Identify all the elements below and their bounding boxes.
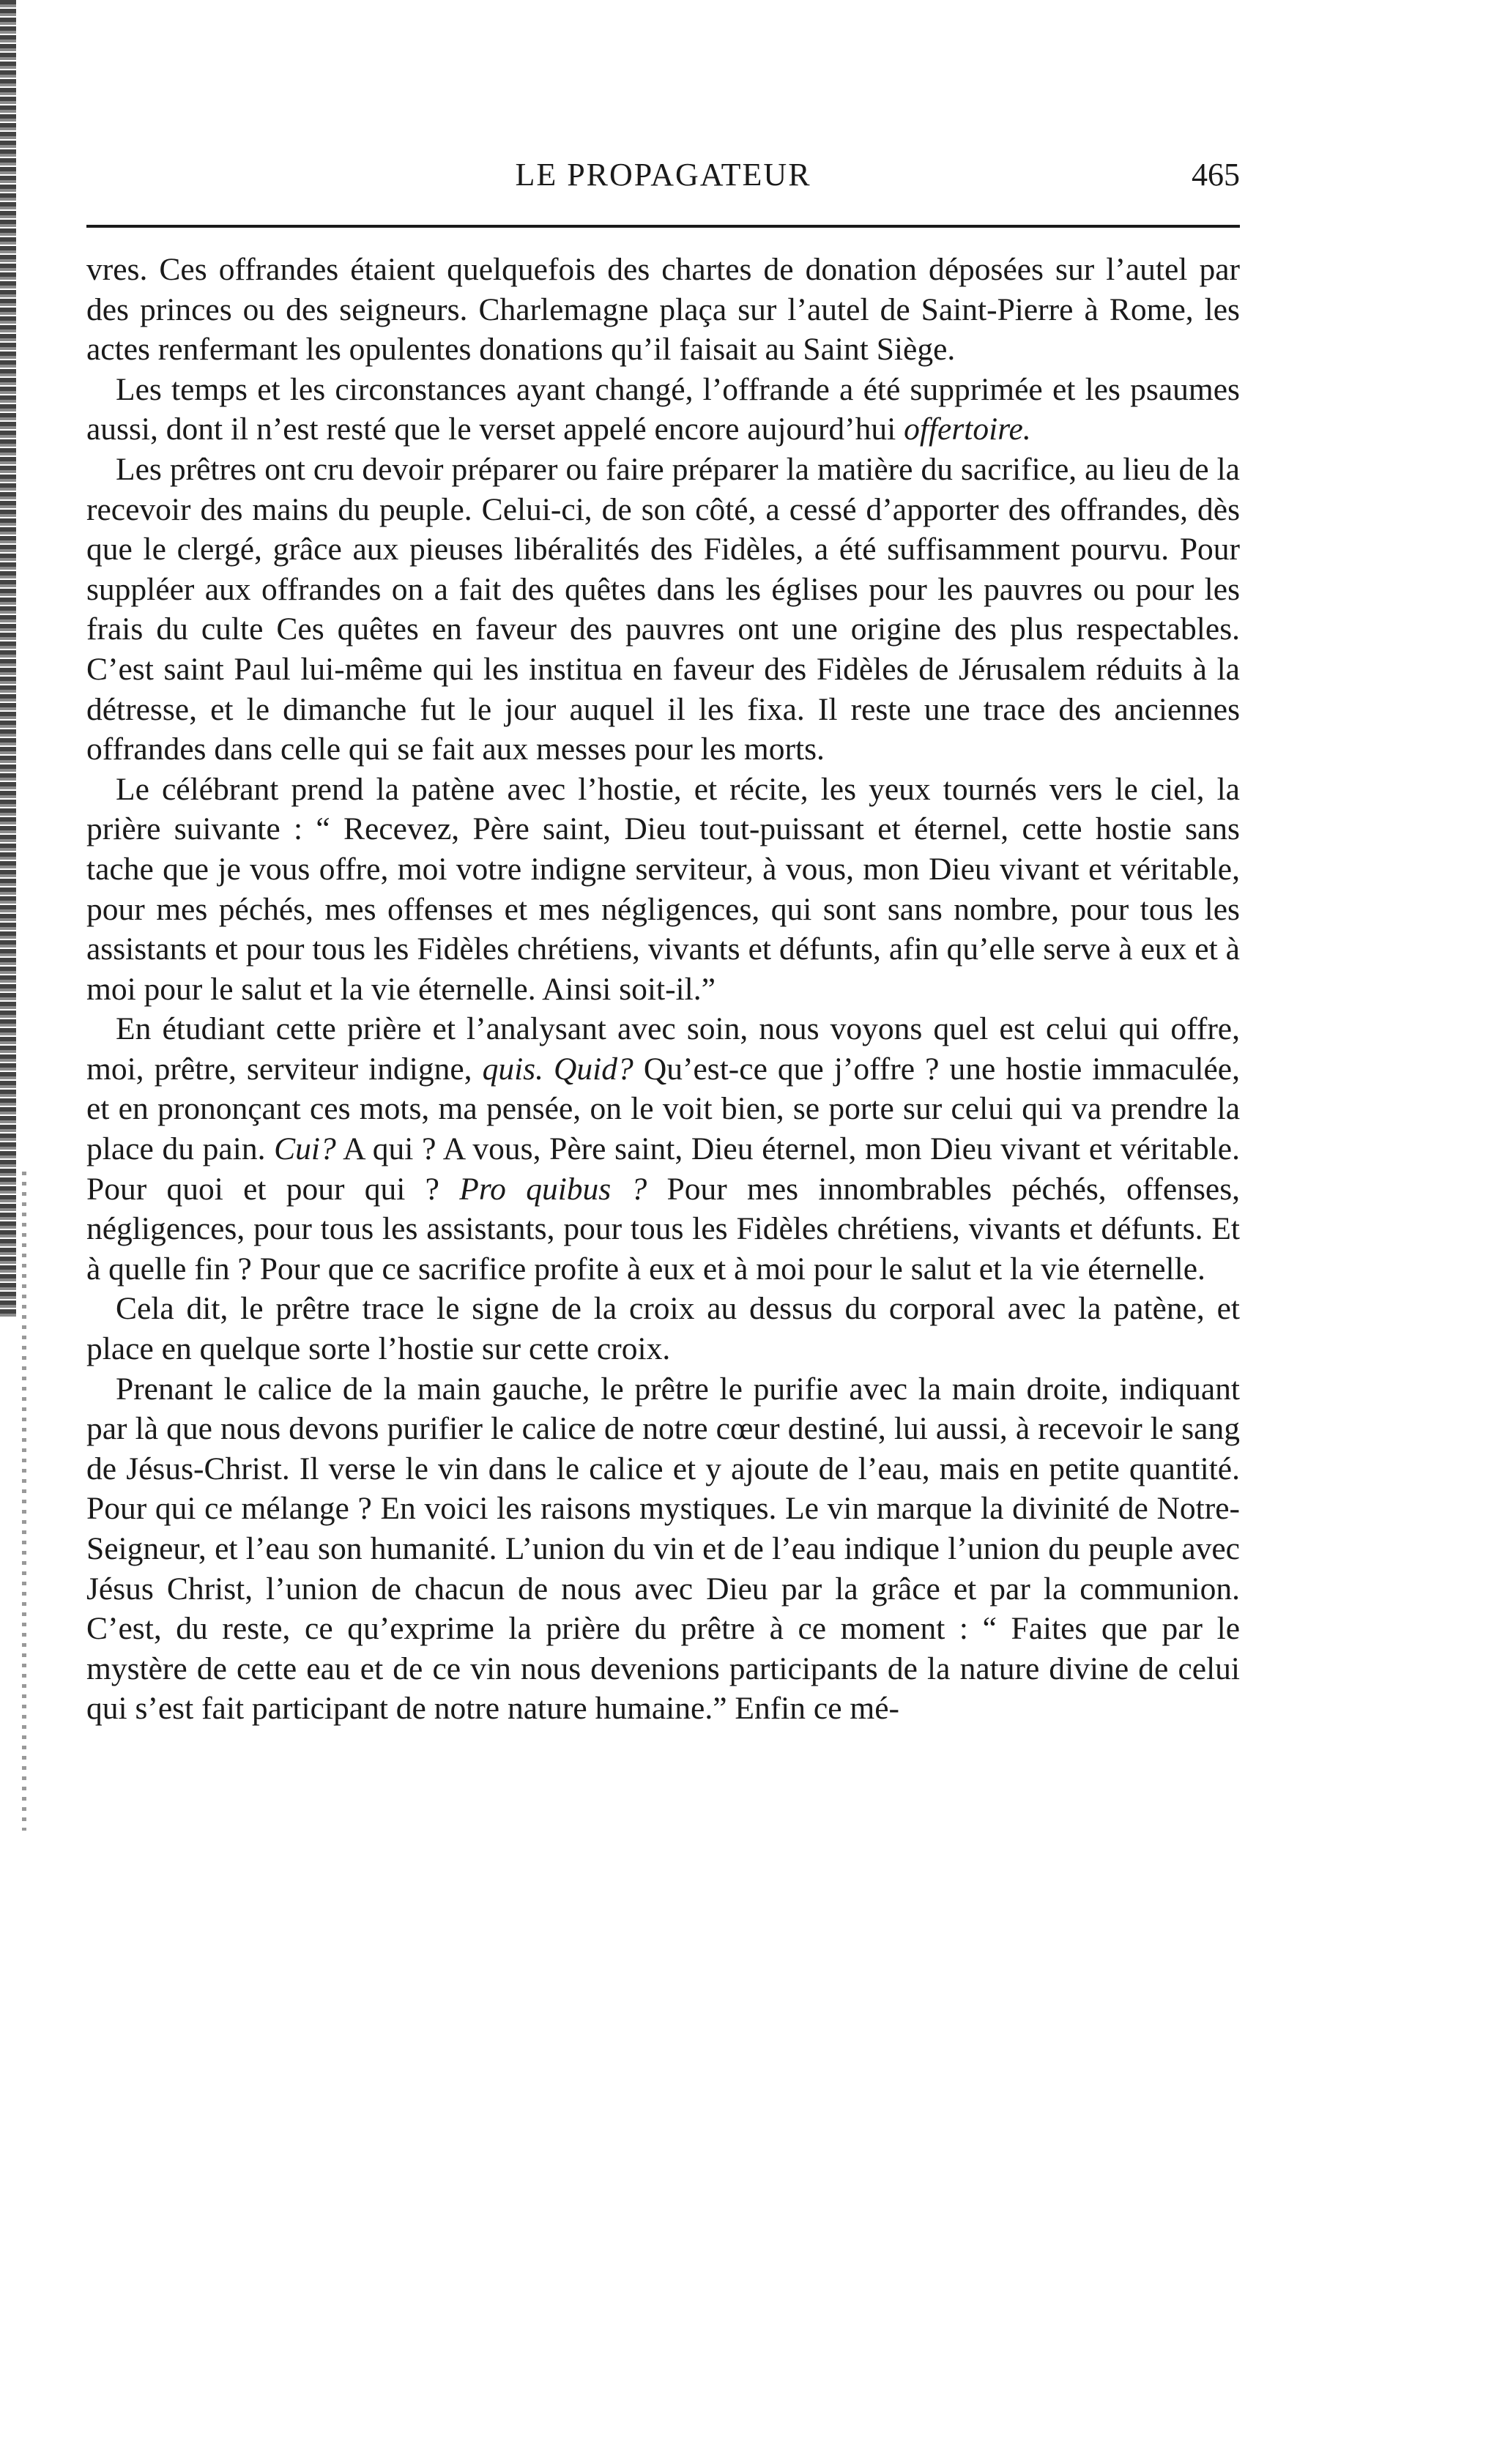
paragraph-text: A qui ? A vous, Père saint, Dieu éternel, mon Dieu vivant et véritable. Pour quoi et pour qui ? <box>86 1131 1240 1207</box>
header-rule <box>86 225 1240 228</box>
italic-text: Cui? <box>274 1131 336 1167</box>
paragraph <box>86 1289 1240 1369</box>
paragraph-text: Qu’est-ce que j’offre ? une hostie immaculée, et en prononçant ces mots, ma pensée, on le voit bien, se porte sur celui qui va prendre la place du pain. <box>86 1051 1240 1167</box>
italic-text: offertoire. <box>904 412 1031 447</box>
page-binding-edge <box>0 0 16 1318</box>
paragraph-text: Le célébrant prend la patène avec l’hostie, et récite, les yeux tournés vers le ciel, la prière suivante : “ Recevez, Père saint, Dieu tout-puissant et éternel, cette hostie sans tache que je vous offre, moi votre indigne serviteur, à vous, mon Dieu vivant et véritable, pour mes péchés, mes offenses et mes négligences, qui sont sans nombre, pour tous les assistants et pour tous les Fidèles chrétiens, vivants et défunts, afin qu’elle serve à eux et à moi pour le salut et la vie éternelle. Ainsi soit-il.” <box>86 771 1240 1007</box>
paragraph <box>86 1009 1240 1289</box>
paragraph <box>86 1369 1240 1729</box>
italic-text: Pro quibus ? <box>459 1171 647 1207</box>
page <box>86 143 1240 1729</box>
paragraph-text: Les temps et les circonstances ayant changé, l’offrande a été supprimée et les psaumes aussi, dont il n’est resté que le verset appelé encore aujourd’hui <box>86 371 1240 447</box>
paragraph-text: Prenant le calice de la main gauche, le prêtre le purifie avec la main droite, indiquant par là que nous devons purifier le calice de notre cœur destiné, lui aussi, à recevoir le sang de Jésus-Christ. Il verse le vin dans le calice et y ajoute de l’eau, mais en petite quantité. Pour qui ce mélange ? En voici les raisons mystiques. Le vin marque la divinité de Notre-Seigneur, et l’eau son humanité. L’union du vin et de l’eau indique l’union du peuple avec Jésus Christ, l’union de chacun de nous avec Dieu par la grâce et par la communion. C’est, du reste, ce qu’exprime la prière du prêtre à ce moment : “ Faites que par le mystère de cette eau et de ce vin nous devenions participants de la nature divine de celui qui s’est fait participant de notre nature humaine.” Enfin ce mé- <box>86 1371 1240 1727</box>
page-number: 465 <box>1192 157 1240 193</box>
paragraph-text: En étudiant cette prière et l’analysant avec soin, nous voyons quel est celui qui offre, moi, prêtre, serviteur indigne, <box>86 1011 1240 1087</box>
running-head <box>86 143 1240 209</box>
italic-text: quis. Quid? <box>482 1051 633 1087</box>
body-text <box>86 250 1240 1729</box>
paragraph-text: Cela dit, le prêtre trace le signe de la croix au dessus du corporal avec la patène, et place en quelque sorte l’hostie sur cette croix. <box>86 1291 1240 1367</box>
paragraph <box>86 250 1240 370</box>
paragraph-text: Pour mes innombrables péchés, offenses, négligences, pour tous les assistants, pour tous les Fidèles chrétiens, vivants et défunts. Et à quelle fin ? Pour que ce sacrifice profite à eux et à moi pour le salut et la vie éternelle. <box>86 1171 1241 1287</box>
paragraph <box>86 450 1240 770</box>
paragraph <box>86 370 1240 450</box>
paragraph-text: Les prêtres ont cru devoir préparer ou faire préparer la matière du sacrifice, au lieu de la recevoir des mains du peuple. Celui-ci, de son côté, a cessé d’apporter des offrandes, dès que le clergé, grâce aux pieuses libéralités des Fidèles, a été suffisamment pourvu. Pour suppléer aux offrandes on a fait des quêtes dans les églises pour les pauvres ou pour les frais du culte Ces quêtes en faveur des pauvres ont une origine des plus respectables. C’est saint Paul lui-même qui les institua en faveur des Fidèles de Jérusalem réduits à la détresse, et le dimanche fut le jour auquel il les fixa. Il reste une trace des anciennes offrandes dans celle qui se fait aux messes pour les morts. <box>86 451 1240 767</box>
paragraph-text: vres. Ces offrandes étaient quelquefois des chartes de donation déposées sur l’autel par des princes ou des seigneurs. Charlemagne plaça sur l’autel de Saint-Pierre à Rome, les actes renfermant les opulentes donations qu’il faisait au Saint Siège. <box>86 252 1240 368</box>
page-binding-shadow <box>22 1172 26 1831</box>
running-head-title: LE PROPAGATEUR <box>515 157 811 193</box>
paragraph <box>86 770 1240 1010</box>
